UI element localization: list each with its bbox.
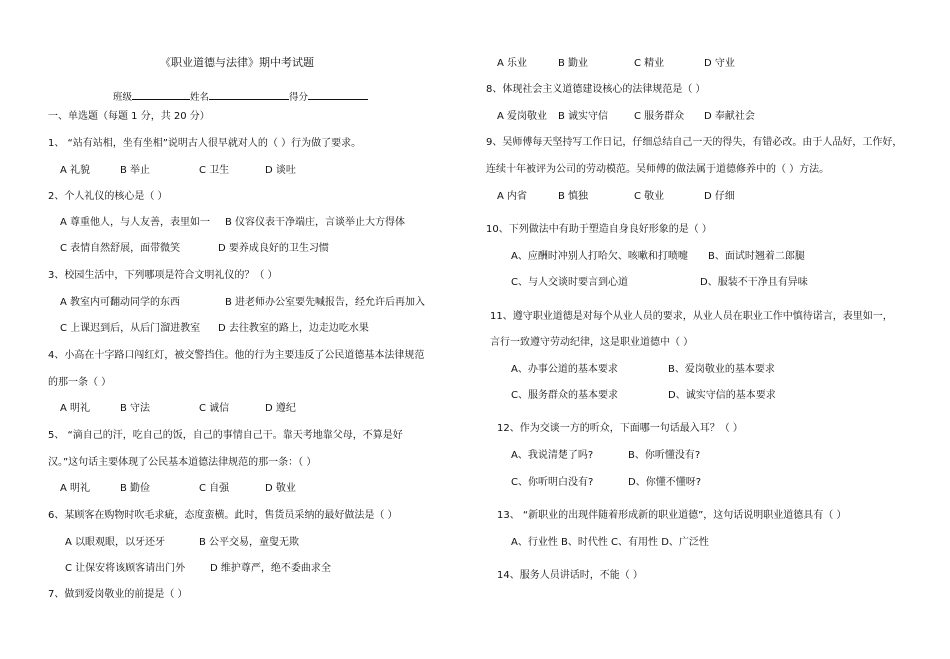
q7-option-c: C 精业 (634, 58, 665, 69)
q12-option-c: C、你听明白没有? (511, 477, 594, 488)
question-3: 3、校园生活中，下列哪项是符合文明礼仪的？（ ） (48, 270, 278, 281)
q11-option-a: A、办事公道的基本要求 (511, 364, 618, 375)
question-5-line-1: 5、 “滴自己的汗，吃自己的饭，自己的事情自己干。靠天考地靠父母，不算是好 (48, 430, 403, 441)
q1-option-b: B 举止 (120, 165, 151, 176)
q1-option-a: A 礼貌 (60, 165, 91, 176)
question-9-line-1: 9、吴师傅每天坚持写工作日记，仔细总结自己一天的得失，有错必改。由于人品好，工作好， (486, 137, 903, 148)
q5-option-d: D 敬业 (265, 483, 296, 494)
q8-option-b: B 诚实守信 (558, 111, 609, 122)
q2-option-c: C 表情自然舒展，面带微笑 (60, 243, 181, 254)
q10-option-c: C、与人交谈时要言到心道 (511, 277, 628, 288)
q13-options: A、行业性 B、时代性 C、有用性 D、广泛性 (511, 537, 709, 548)
q10-option-a: A、应酬时冲别人打哈欠、咳嗽和打喷嚏 (511, 251, 688, 262)
q2-option-b: B 仪容仪表干净端庄，言谈举止大方得体 (225, 217, 406, 228)
question-4-line-1: 4、小高在十字路口闯红灯，被交警挡住。他的行为主要违反了公民道德基本法律规范 (48, 350, 425, 361)
q7-option-a: A 乐业 (497, 58, 528, 69)
q1-option-c: C 卫生 (199, 165, 230, 176)
class-label: 班级 (113, 92, 133, 103)
score-label: 得分 (289, 92, 309, 103)
q9-option-c: C 敬业 (634, 191, 665, 202)
q8-option-d: D 奉献社会 (704, 111, 755, 122)
q4-option-c: C 诚信 (199, 403, 230, 414)
question-14: 14、服务人员讲话时，不能（ ） (497, 570, 643, 581)
q8-option-c: C 服务群众 (634, 111, 685, 122)
question-9-line-2: 连续十年被评为公司的劳动模范。吴师傅的做法属于道德修养中的（ ）方法。 (486, 164, 830, 175)
student-info-line (113, 90, 368, 105)
q11-option-b: B、爱岗敬业的基本要求 (668, 364, 775, 375)
question-13: 13、 “新职业的出现伴随着形成新的职业道德”，这句话说明职业道德具有（ ） (497, 510, 847, 521)
question-11-line-1: 11、遵守职业道德是对每个从业人员的要求，从业人员在职业工作中慎待诺言，表里如一， (490, 311, 893, 322)
question-8: 8、体现社会主义道德建设核心的法律规范是（ ） (486, 84, 706, 95)
q8-option-a: A 爱岗敬业 (497, 111, 548, 122)
q5-option-b: B 勤俭 (120, 483, 151, 494)
question-6: 6、某顾客在购物时吹毛求疵，态度蛮横。此时，售货员采纳的最好做法是（ ） (48, 510, 398, 521)
q12-option-a: A、我说清楚了吗? (511, 450, 594, 461)
q6-option-b: B 公平交易，童叟无欺 (199, 537, 300, 548)
question-2: 2、个人礼仪的核心是（ ） (48, 191, 168, 202)
q6-option-d: D 维护尊严，绝不委曲求全 (210, 563, 331, 574)
question-12: 12、作为交谈一方的听众，下面哪一句话最入耳？（ ） (497, 423, 743, 434)
q2-option-a: A 尊重他人，与人友善，表里如一 (60, 217, 211, 228)
q2-option-d: D 要养成良好的卫生习惯 (218, 243, 329, 254)
q11-option-c: C、服务群众的基本要求 (511, 390, 618, 401)
class-blank[interactable] (132, 90, 190, 100)
q4-option-d: D 遵纪 (265, 403, 296, 414)
q7-option-b: B 勤业 (558, 58, 589, 69)
q11-option-d: D、诚实守信的基本要求 (668, 390, 776, 401)
q3-option-a: A 教室内可翻动同学的东西 (60, 297, 181, 308)
q3-option-d: D 去往教室的路上，边走边吃水果 (218, 323, 369, 334)
q10-option-d: D、服装不干净且有异味 (700, 277, 808, 288)
question-1: 1、 “站有站相，坐有坐相”说明古人很早就对人的（ ）行为做了要求。 (48, 138, 362, 149)
question-4-line-2: 的那一条（ ） (48, 377, 112, 388)
question-5-line-2: 汉。”这句话主要体现了公民基本道德法律规范的那一条：（ ） (48, 457, 317, 468)
question-7: 7、做到爱岗敬业的前提是（ ） (48, 589, 188, 600)
q12-option-b: B、你听懂没有? (628, 450, 701, 461)
q9-option-a: A 内省 (497, 191, 528, 202)
q1-option-d: D 谈吐 (265, 165, 296, 176)
q4-option-a: A 明礼 (60, 403, 91, 414)
q4-option-b: B 守法 (120, 403, 151, 414)
name-label: 姓名 (190, 92, 210, 103)
q3-option-b: B 进老师办公室要先喊报告，经允许后再加入 (225, 297, 426, 308)
q5-option-a: A 明礼 (60, 483, 91, 494)
q7-option-d: D 守业 (704, 58, 735, 69)
score-blank[interactable] (308, 90, 368, 100)
question-11-line-2: 言行一致遵守劳动纪律，这是职业道德中（ ） (490, 337, 694, 348)
section-heading: 一、单选题（每题 1 分，共 20 分） (48, 111, 210, 122)
q10-option-b: B、面试时翘着二郎腿 (708, 251, 805, 262)
question-10: 10、下列做法中有助于塑造自身良好形象的是（ ） (486, 224, 712, 235)
name-blank[interactable] (209, 90, 289, 100)
q5-option-c: C 自强 (199, 483, 230, 494)
exam-title: 《职业道德与法律》期中考试题 (160, 56, 314, 69)
q12-option-d: D、你懂不懂呀? (628, 477, 702, 488)
q6-option-a: A 以眼观眼，以牙还牙 (65, 537, 166, 548)
q9-option-b: B 慎独 (558, 191, 589, 202)
q3-option-c: C 上课迟到后，从后门溜进教室 (60, 323, 201, 334)
q9-option-d: D 仔细 (704, 191, 735, 202)
q6-option-c: C 让保安将该顾客请出门外 (65, 563, 186, 574)
